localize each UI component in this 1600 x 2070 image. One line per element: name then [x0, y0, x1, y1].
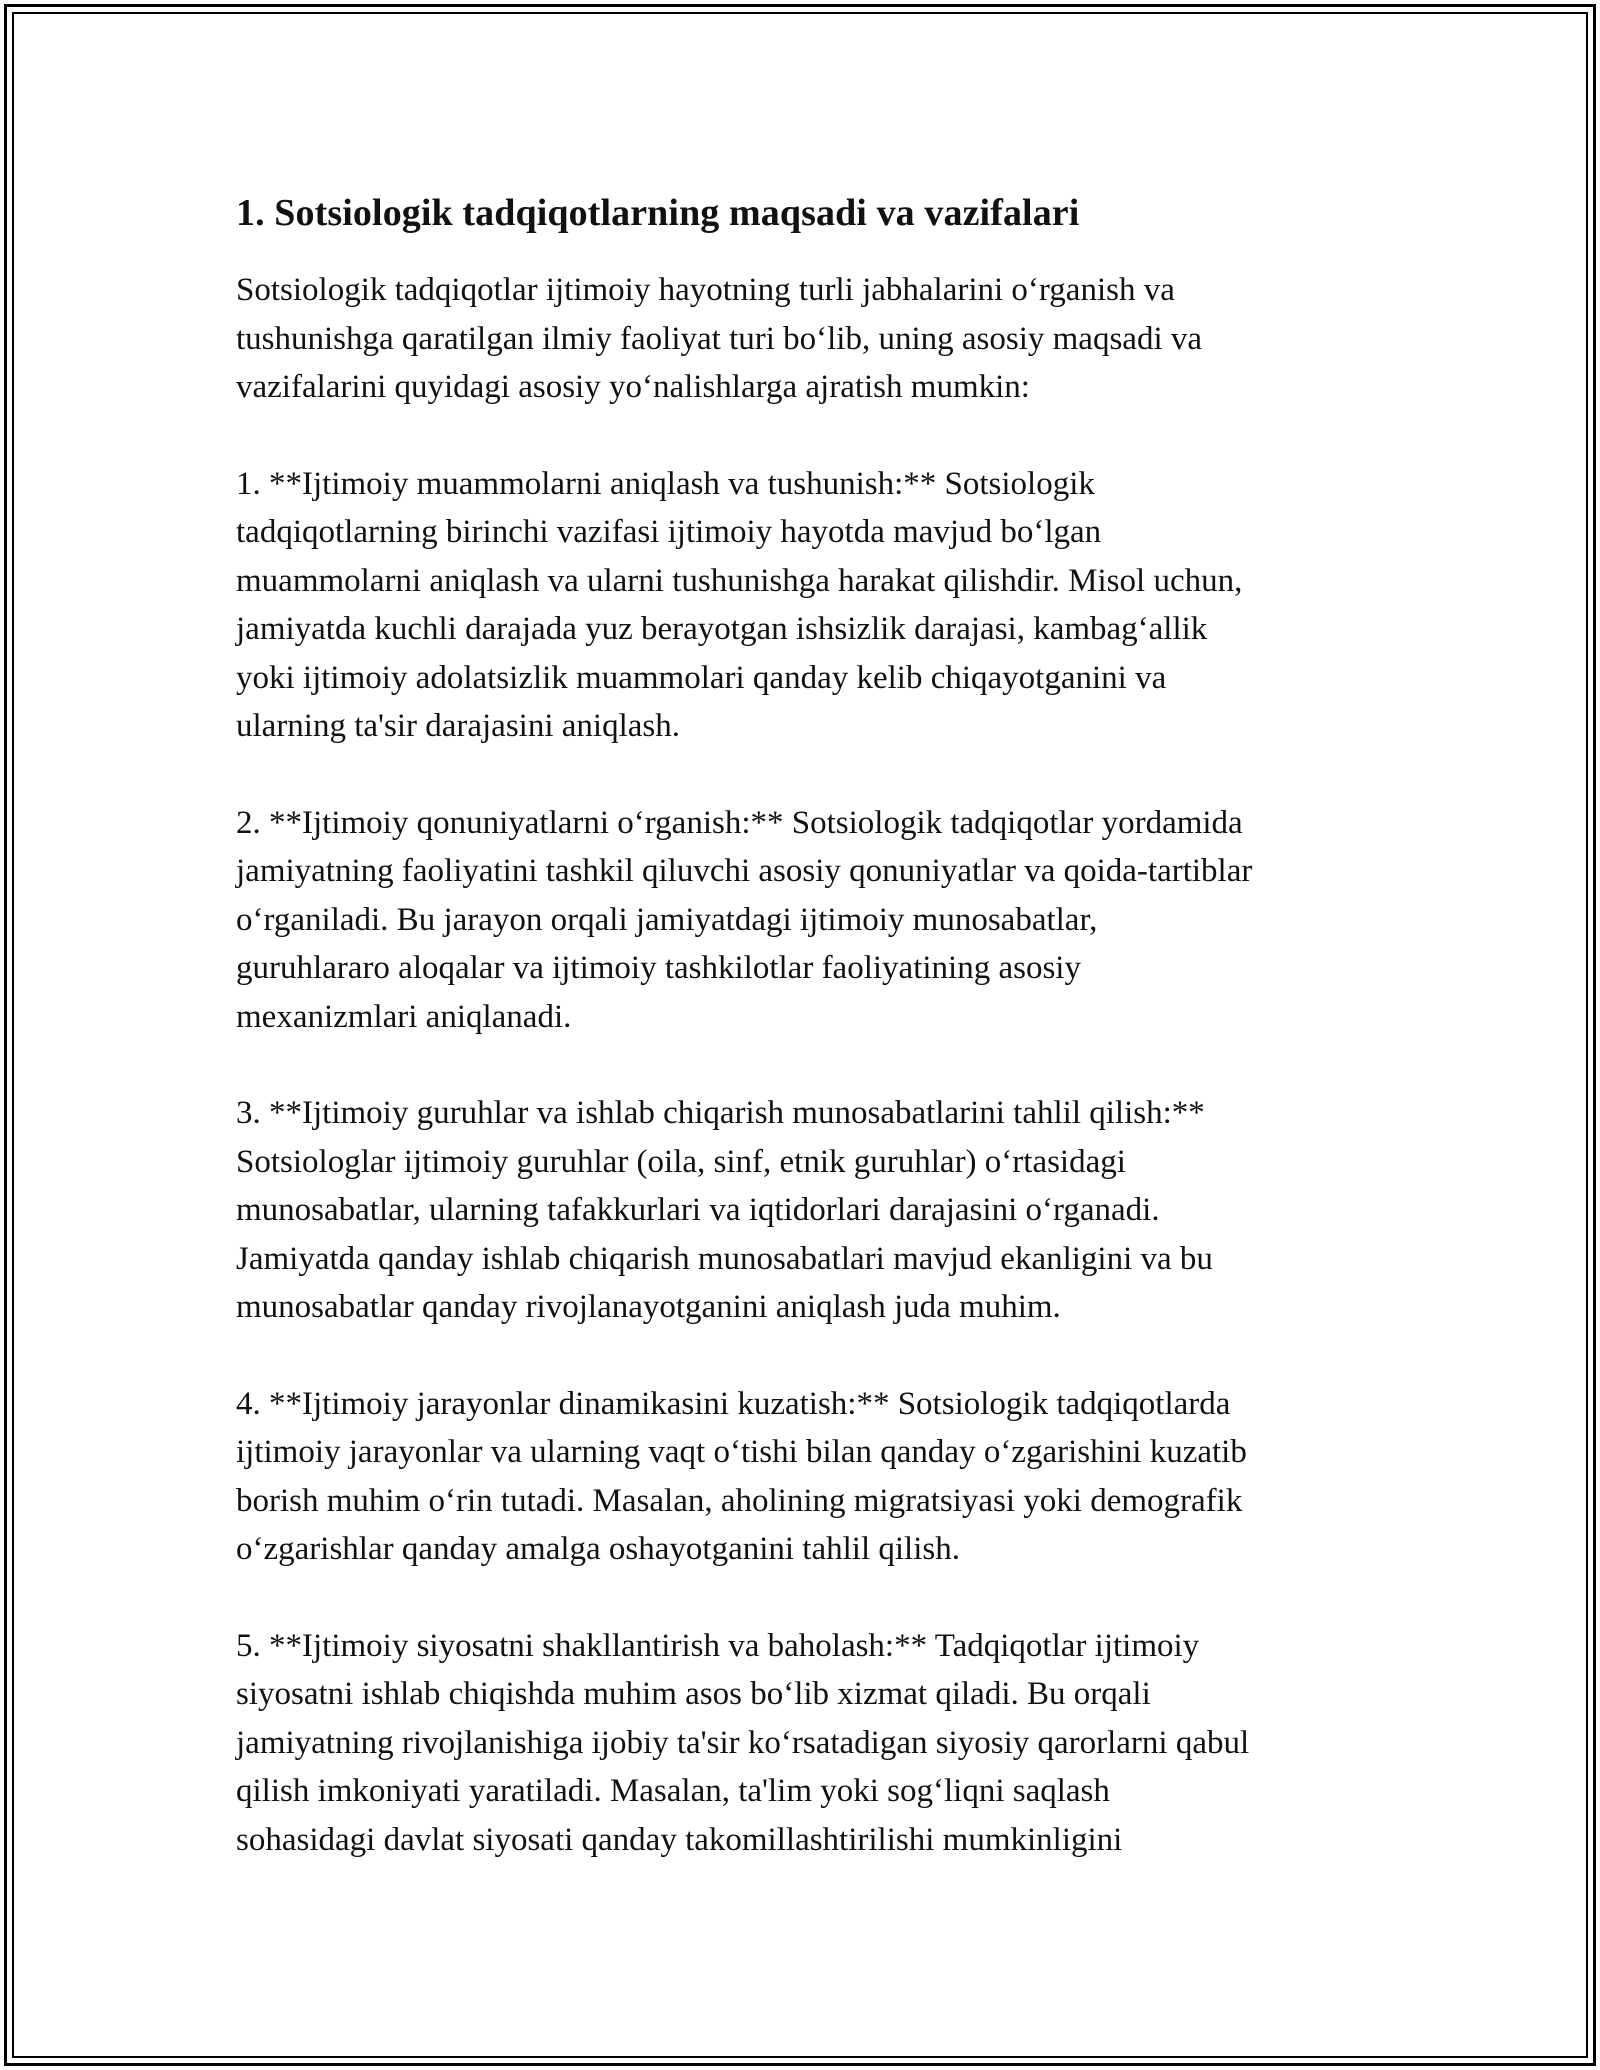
list-item-5-paragraph: 5. **Ijtimoiy siyosatni shakllantirish va baholash:** Tadqiqotlar ijtimoiy siyosatni ishlab chiqishda muhim asos bo‘lib xizmat qiladi. Bu orqali jamiyatning rivojlanishiga ijobiy ta'sir ko‘rsatadigan siyosiy qarorlarni qabul qilish imkoniyati yaratiladi. Masalan, ta'lim yoki sog‘liqni saqlash sohasidagi davlat siyosati qanday takomillashtirilishi mumkinligini: [236, 1627, 1250, 1858]
list-item-2-paragraph: 2. **Ijtimoiy qonuniyatlarni o‘rganish:** Sotsiologik tadqiqotlar yordamida jamiyatning faoliyatini tashkil qiluvchi asosiy qonuniyatlar va qoida-tartiblar o‘rganiladi. Bu jarayon orqali jamiyatdagi ijtimoiy munosabatlar, guruhlararo aloqalar va ijtimoiy tashkilotlar faoliyatining asosiy mexanizmlari aniqlanadi.: [236, 804, 1253, 1035]
document-body: [236, 186, 1406, 1912]
list-item-1-paragraph: 1. **Ijtimoiy muammolarni aniqlash va tushunish:** Sotsiologik tadqiqotlarning birinchi vazifasi ijtimoiy hayotda mavjud bo‘lgan muammolarni aniqlash va ularni tushunishga harakat qilishdir. Misol uchun, jamiyatda kuchli darajada yuz berayotgan ishsizlik darajasi, kambag‘allik yoki ijtimoiy adolatsizlik muammolari qanday kelib chiqayotganini va ularning ta'sir darajasini aniqlash.: [236, 465, 1243, 744]
page-title: 1. Sotsiologik tadqiqotlarning maqsadi va vazifalari: [236, 192, 1080, 234]
list-item-4-paragraph: 4. **Ijtimoiy jarayonlar dinamikasini kuzatish:** Sotsiologik tadqiqotlarda ijtimoiy jarayonlar va ularning vaqt o‘tishi bilan qanday o‘zgarishini kuzatib borish muhim o‘rin tutadi. Masalan, aholining migratsiyasi yoki demografik o‘zgarishlar qanday amalga oshayotganini tahlil qilish.: [236, 1385, 1247, 1567]
intro-paragraph: Sotsiologik tadqiqotlar ijtimoiy hayotning turli jabhalarini o‘rganish va tushunishga qaratilgan ilmiy faoliyat turi bo‘lib, uning asosiy maqsadi va vazifalarini quyidagi asosiy yo‘nalishlarga ajratish mumkin:: [236, 272, 1203, 405]
list-item-3-paragraph: 3. **Ijtimoiy guruhlar va ishlab chiqarish munosabatlarini tahlil qilish:** Sotsiologlar ijtimoiy guruhlar (oila, sinf, etnik guruhlar) o‘rtasidagi munosabatlar, ularning tafakkurlari va iqtidorlari darajasini o‘rganadi. Jamiyatda qanday ishlab chiqarish munosabatlari mavjud ekanligini va bu munosabatlar qanday rivojlanayotganini aniqlash juda muhim.: [236, 1095, 1213, 1325]
